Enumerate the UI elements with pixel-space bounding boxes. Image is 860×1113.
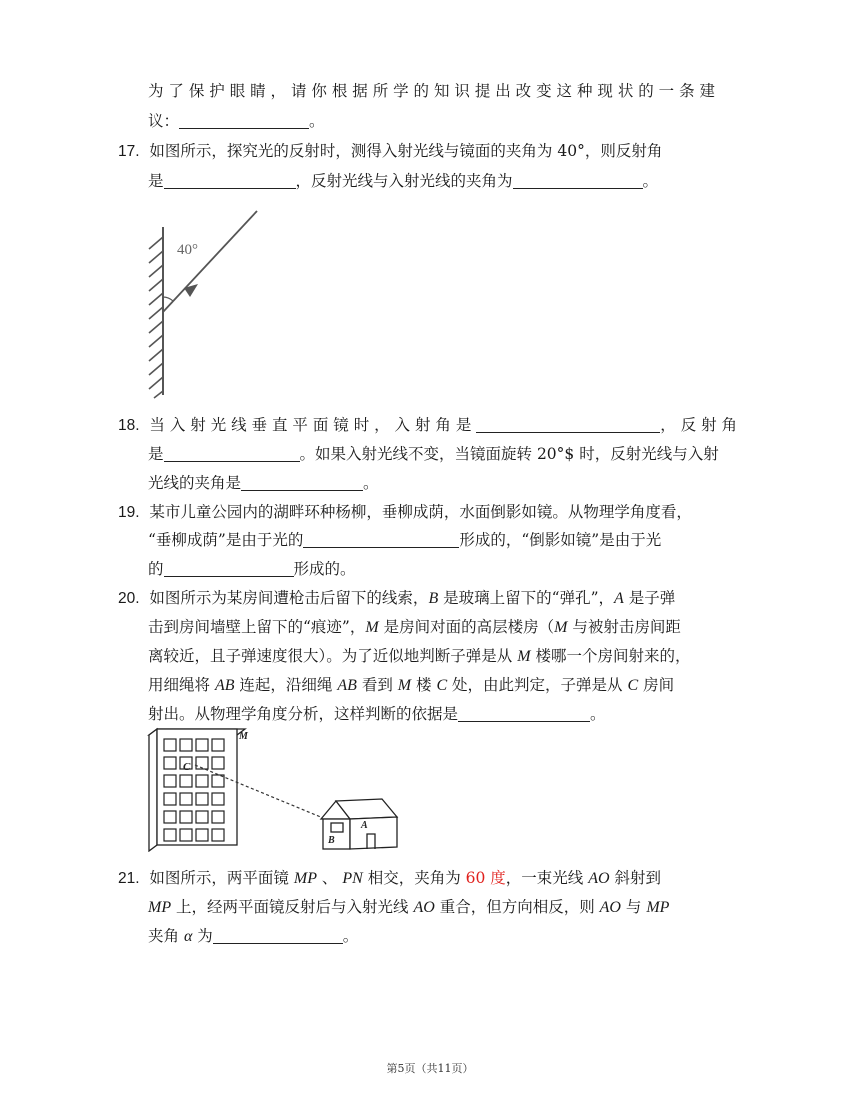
q20-var: C: [436, 677, 448, 694]
q17-line1: [118, 141, 662, 162]
q20-line1: [118, 588, 675, 609]
q19-text-a: “垂柳成荫”是由于光的: [148, 531, 304, 549]
room-label-c: C: [183, 761, 191, 773]
q18-number: 18.: [118, 417, 140, 434]
q18-text-f: 。: [363, 474, 379, 492]
q17-line2: [148, 171, 658, 191]
q21-text: 夹角: [148, 927, 184, 945]
q17-text: 如图所示，探究光的反射时，测得入射光线与镜面的夹角为 40°，则反射角: [149, 142, 663, 160]
q21-line1: [118, 868, 661, 889]
q20-var: M: [517, 648, 531, 665]
q17-answer-blank-2[interactable]: [513, 172, 643, 189]
q19-answer-blank-2[interactable]: [164, 560, 294, 577]
q19-line1: [118, 502, 692, 523]
q20-line2: [148, 617, 681, 638]
q20-text: 射出。从物理学角度分析，这样判断的依据是: [148, 705, 459, 723]
q18-line3: [148, 473, 379, 493]
q20-text: 如图所示为某房间遭枪击后留下的线索，: [149, 589, 429, 607]
q20-text: 楼: [411, 676, 437, 694]
q21-text: 重合，但方向相反，则: [434, 898, 600, 916]
q21-highlight-angle: 60 度: [465, 869, 506, 887]
q20-var: AB: [337, 677, 357, 694]
q21-var: PN: [342, 870, 363, 887]
q21-var: AO: [588, 870, 610, 887]
q18-answer-blank-2[interactable]: [164, 445, 300, 462]
q20-text: 是房间对面的高层楼房（: [378, 618, 555, 636]
q21-text: 上，经两平面镜反射后与入射光线: [171, 898, 414, 916]
q17-mirror-figure: [140, 205, 290, 400]
q18-text-e: 光线的夹角是: [148, 474, 242, 492]
q17-text-b: ，反射光线与入射光线的夹角为: [295, 172, 513, 190]
q19-text-c: 的: [148, 560, 164, 578]
q19-line2: [148, 530, 661, 550]
q21-var: MP: [148, 899, 172, 916]
q21-text: 相交，夹角为: [362, 869, 466, 887]
q16-text-line1: 为 了 保 护 眼 睛 ， 请 你 根 据 所 学 的 知 识 提 出 改 变 这 种 现 状 的 一 条 建: [148, 82, 716, 100]
q19-number: 19.: [118, 504, 140, 521]
q20-line3: [148, 646, 690, 667]
q21-var: AO: [413, 899, 435, 916]
q17-incident-ray: [163, 211, 257, 312]
q16-suffix: 。: [309, 112, 325, 130]
q21-text: 斜射到: [609, 869, 661, 887]
q21-text: 。: [342, 927, 359, 945]
q18-text-b: ， 反 射 角: [660, 416, 738, 434]
q20-var: C: [627, 677, 639, 694]
q21-answer-blank[interactable]: [213, 927, 343, 944]
q17-text-a: 是: [148, 172, 164, 190]
q18-text-c: 是: [148, 445, 164, 463]
q20-text: 是子弹: [623, 589, 676, 607]
q21-text: ，一束光线: [505, 869, 589, 887]
q18-text-a: 当 入 射 光 线 垂 直 平 面 镜 时 ， 入 射 角 是: [149, 416, 472, 434]
q19-answer-blank-1[interactable]: [303, 531, 459, 548]
q20-building-figure: [145, 727, 405, 852]
q18-line1: [118, 415, 737, 436]
q20-text: 击到房间墙壁上留下的“痕迹”，: [148, 618, 366, 636]
q17-mirror-hatching: [149, 237, 163, 398]
q17-angle-arc: [163, 297, 173, 301]
q18-answer-blank-1[interactable]: [476, 416, 660, 433]
q17-number: 17.: [118, 143, 140, 160]
q20-number: 20.: [118, 590, 140, 607]
q20-answer-blank[interactable]: [458, 705, 590, 722]
q21-text: 、: [316, 869, 343, 887]
q16-text-line2: [148, 111, 325, 131]
q18-answer-blank-3[interactable]: [241, 474, 363, 491]
q20-text: 用细绳将: [148, 676, 215, 694]
q18-line2: [148, 444, 719, 464]
q16-answer-blank[interactable]: [179, 112, 309, 129]
q20-text: 离较近，且子弹速度很大）。为了近似地判断子弹是从: [148, 647, 518, 665]
q16-prefix: 议：: [148, 112, 180, 130]
q20-text: 处，由此判定，子弹是从: [447, 676, 628, 694]
q20-text: 房间: [638, 676, 675, 694]
page-footer: 第5页（共11页）: [386, 1062, 474, 1075]
q20-var: AB: [214, 677, 235, 694]
q20-text: 楼哪一个房间射来的，: [530, 647, 691, 665]
q21-line2: [148, 897, 669, 918]
q20-text: 。: [590, 705, 606, 723]
q20-text: 是玻璃上留下的“弹孔”，: [438, 589, 614, 607]
q19-line3: [148, 559, 356, 579]
q20-var: M: [397, 677, 412, 694]
q21-var: MP: [646, 899, 670, 916]
q20-var: M: [365, 619, 379, 636]
q17-answer-blank-1[interactable]: [164, 172, 296, 189]
house-label-b: B: [328, 835, 335, 846]
q21-var: α: [183, 928, 193, 945]
building-m: [149, 729, 245, 851]
q21-number: 21.: [118, 870, 140, 887]
q20-text: 与被射击房间距: [567, 618, 681, 636]
q21-text: 如图所示，两平面镜: [149, 869, 294, 887]
q20-var: M: [554, 619, 568, 636]
q20-line5: [148, 704, 606, 724]
q21-text: 与: [620, 898, 647, 916]
q19-text-d: 形成的。: [293, 560, 356, 578]
q21-var: MP: [293, 870, 317, 887]
q20-var: B: [428, 590, 439, 607]
q20-var: A: [614, 590, 624, 607]
q17-text-c: 。: [642, 172, 659, 190]
q17-angle-label: 40°: [177, 242, 198, 258]
q21-line3: [148, 926, 358, 947]
q20-text: 连起，沿细绳: [234, 676, 338, 694]
q20-line4: [148, 675, 674, 696]
q21-var: AO: [599, 899, 621, 916]
q19-text: 某市儿童公园内的湖畔环种杨柳，垂柳成荫，水面倒影如镜。从物理学角度看，: [149, 503, 692, 521]
house-label-a: A: [361, 820, 368, 831]
q19-text-b: 形成的，“倒影如镜”是由于光: [459, 531, 662, 549]
q21-text: 为: [192, 927, 213, 945]
building-label-m: M: [239, 731, 248, 742]
q18-text-d: 。如果入射光线不变，当镜面旋转 20°$ 时，反射光线与入射: [299, 445, 719, 463]
q20-text: 看到: [356, 676, 398, 694]
